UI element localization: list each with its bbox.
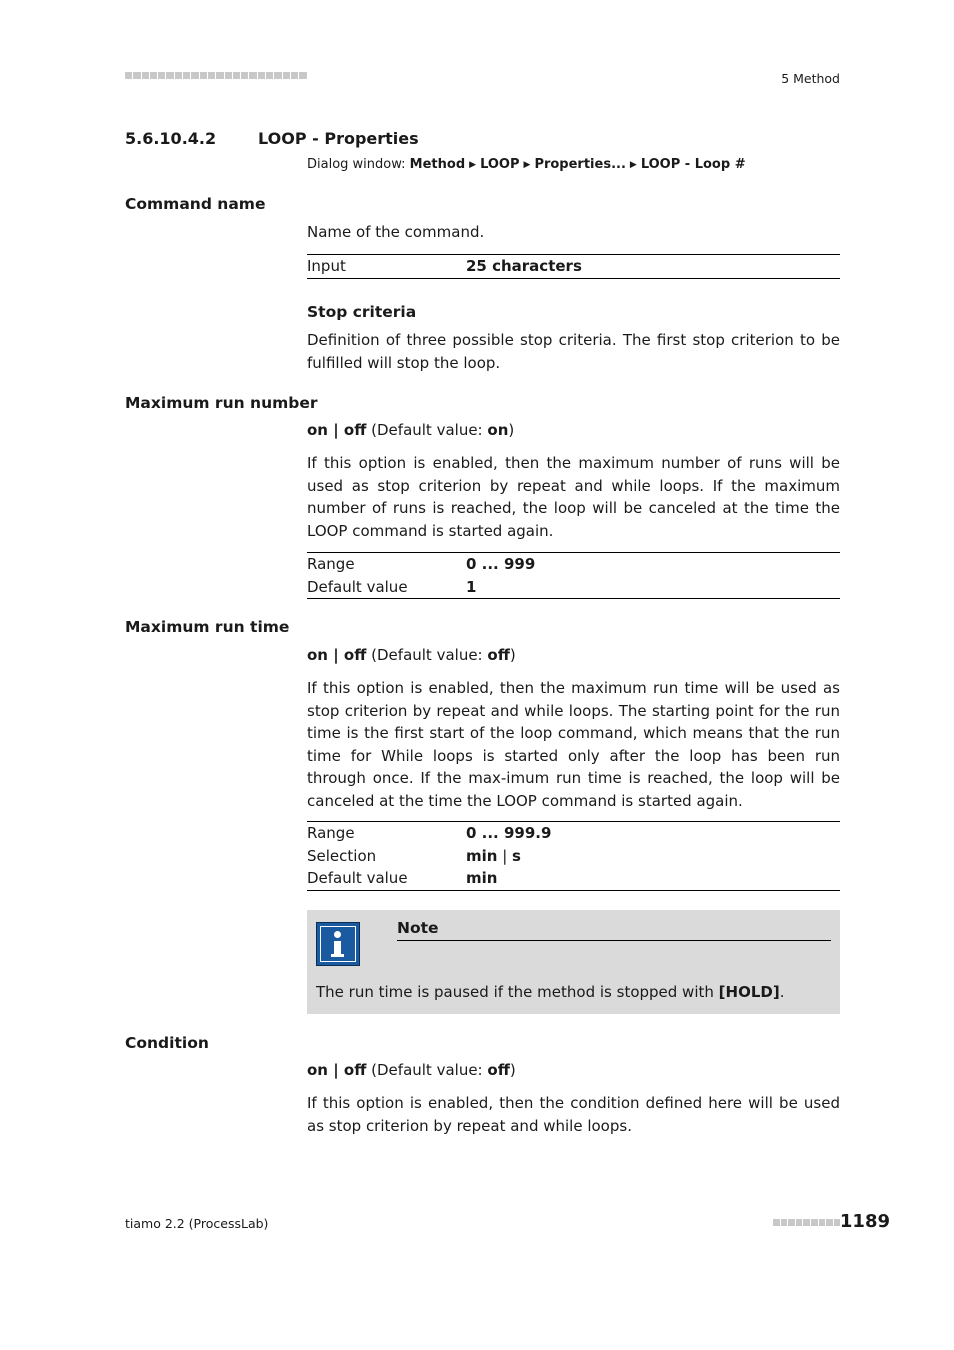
command-name-table (307, 254, 840, 279)
table-row (307, 867, 840, 890)
default-value: on (487, 421, 509, 439)
dialog-path-item: LOOP - Loop # (640, 157, 746, 172)
table-row (307, 255, 840, 278)
table-key: Range (307, 824, 355, 842)
option-separator: | (327, 421, 344, 439)
command-name-description: Name of the command. (307, 223, 485, 241)
max-run-number-table (307, 552, 840, 599)
option-on: on (307, 1061, 328, 1079)
note-title: Note (397, 919, 831, 941)
option-separator: | (327, 1061, 344, 1079)
note-text: The run time is paused if the method is stopped with [HOLD]. (316, 983, 785, 1001)
header-decoration (125, 72, 307, 82)
condition-options (307, 1061, 516, 1079)
table-row (307, 822, 840, 845)
info-icon (316, 922, 360, 966)
max-run-number-heading: Maximum run number (125, 394, 318, 412)
dialog-path-item: LOOP (480, 157, 520, 172)
page-number: 1189 (839, 1211, 890, 1232)
option-on: on (307, 646, 328, 664)
max-run-number-options (307, 421, 514, 439)
dialog-path-prefix: Dialog window: (307, 157, 406, 172)
command-name-heading: Command name (125, 195, 266, 213)
option-off: off (343, 646, 367, 664)
arrow-right-icon: ▶ (469, 160, 477, 170)
table-row (307, 845, 840, 868)
option-on: on (307, 421, 328, 439)
condition-heading: Condition (125, 1034, 209, 1052)
dialog-path (307, 157, 746, 172)
table-value: 0 ... 999 (466, 555, 536, 573)
hold-key-label: [HOLD] (718, 983, 780, 1001)
table-value: min (466, 869, 498, 888)
selection-separator: | (497, 846, 513, 865)
max-run-time-description: If this option is enabled, then the maximum run time will be used as stop criterion by repeat and while loops. The starting point for the run time is the first start of the loop command, which means that the run time for While loops is started only after the loop has been run through once. If the max-imum run time is reached, the loop will be canceled at the time the LOOP command is started again. (307, 679, 840, 810)
chapter-label: 5 Method (781, 71, 840, 86)
default-prefix: (Default value: (366, 646, 488, 664)
footer-decoration (773, 1219, 840, 1226)
table-key: Selection (307, 846, 377, 865)
table-key: Input (307, 257, 346, 275)
default-suffix: ) (509, 1061, 516, 1079)
arrow-right-icon: ▶ (523, 160, 531, 170)
footer-product: tiamo 2.2 (ProcessLab) (125, 1216, 269, 1231)
table-key: Default value (307, 577, 408, 596)
table-key: Range (307, 555, 355, 573)
default-prefix: (Default value: (366, 1061, 488, 1079)
table-key: Default value (307, 869, 408, 888)
stop-criteria-description: Definition of three possible stop criteria. The first stop criterion to be fulfilled will stop the loop. (307, 331, 840, 372)
selection-value: s (512, 846, 521, 865)
table-row (307, 576, 840, 599)
section-title: LOOP - Properties (258, 129, 419, 148)
option-separator: | (327, 646, 344, 664)
table-value: 25 characters (466, 257, 582, 275)
selection-value: min (466, 846, 498, 865)
option-off: off (343, 421, 367, 439)
condition-description: If this option is enabled, then the condition defined here will be used as stop criterion by repeat and while loops. (307, 1094, 840, 1135)
dialog-path-item: Properties... (534, 157, 626, 172)
table-value: 1 (466, 577, 477, 596)
note-box (307, 910, 840, 1014)
arrow-right-icon: ▶ (629, 160, 637, 170)
default-prefix: (Default value: (366, 421, 488, 439)
max-run-number-description: If this option is enabled, then the maximum number of runs will be used as stop criterion by repeat and while loops. If the maximum number of runs is reached, the loop will be canceled at the time the LOOP command is started again. (307, 454, 840, 540)
table-row (307, 553, 840, 576)
option-off: off (343, 1061, 367, 1079)
max-run-time-options (307, 646, 516, 664)
table-value (466, 845, 521, 868)
default-value: off (487, 1061, 510, 1079)
table-value: 0 ... 999.9 (466, 824, 552, 842)
default-suffix: ) (509, 646, 516, 664)
dialog-path-item: Method (409, 157, 466, 172)
stop-criteria-heading: Stop criteria (307, 303, 417, 321)
max-run-time-heading: Maximum run time (125, 618, 290, 636)
max-run-time-table (307, 821, 840, 891)
section-number: 5.6.10.4.2 (125, 129, 217, 148)
default-suffix: ) (508, 421, 515, 439)
default-value: off (487, 646, 510, 664)
